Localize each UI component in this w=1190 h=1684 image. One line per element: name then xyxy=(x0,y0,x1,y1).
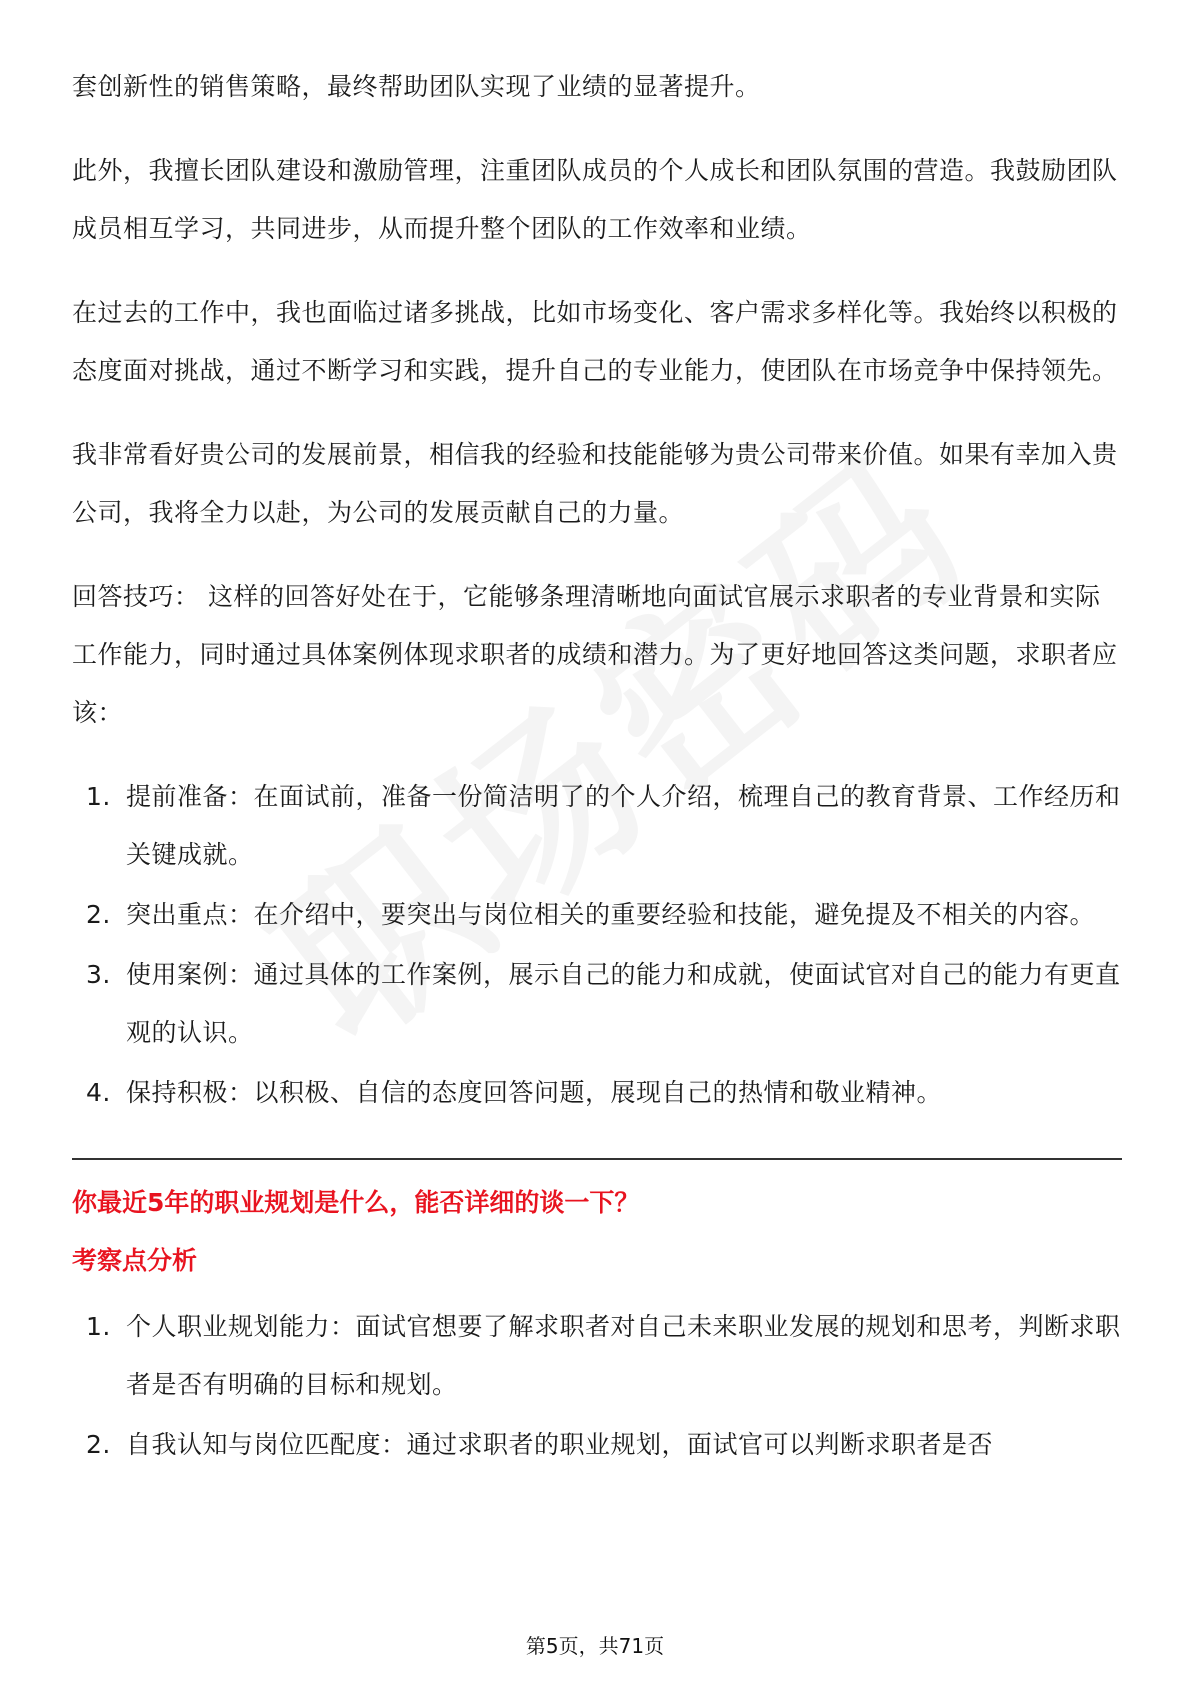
list-number: 2. xyxy=(86,1430,111,1459)
list-text: 突出重点：在介绍中，要突出与岗位相关的重要经验和技能，避免提及不相关的内容。 xyxy=(126,900,1096,929)
analysis-list xyxy=(72,1298,1122,1474)
page-content xyxy=(72,58,1122,1476)
paragraph-4: 我非常看好贵公司的发展前景，相信我的经验和技能能够为贵公司带来价值。如果有幸加入贵公司，我将全力以赴，为公司的发展贡献自己的力量。 xyxy=(72,440,1118,527)
list-text: 提前准备：在面试前，准备一份简洁明了的个人介绍，梳理自己的教育背景、工作经历和关键成就。 xyxy=(126,782,1121,869)
list-text: 保持积极：以积极、自信的态度回答问题，展现自己的热情和敬业精神。 xyxy=(126,1078,943,1107)
list-number: 1. xyxy=(86,782,111,811)
list-item xyxy=(72,1416,1122,1474)
paragraph-3: 在过去的工作中，我也面临过诸多挑战，比如市场变化、客户需求多样化等。我始终以积极的态度面对挑战，通过不断学习和实践，提升自己的专业能力，使团队在市场竞争中保持领先。 xyxy=(72,298,1118,385)
analysis-heading: 考察点分析 xyxy=(72,1246,198,1275)
list-item xyxy=(72,886,1122,944)
list-item xyxy=(72,768,1122,884)
list-item xyxy=(72,1298,1122,1414)
list-text: 使用案例：通过具体的工作案例，展示自己的能力和成就，使面试官对自己的能力有更直观的认识。 xyxy=(126,960,1121,1047)
page-footer: 第5页，共71页 xyxy=(525,1634,665,1658)
list-text: 个人职业规划能力：面试官想要了解求职者对自己未来职业发展的规划和思考，判断求职者是否有明确的目标和规划。 xyxy=(126,1312,1121,1399)
list-number: 4. xyxy=(86,1078,111,1107)
tips-list xyxy=(72,768,1122,1122)
paragraph-2: 此外，我擅长团队建设和激励管理，注重团队成员的个人成长和团队氛围的营造。我鼓励团队成员相互学习，共同进步，从而提升整个团队的工作效率和业绩。 xyxy=(72,156,1118,243)
list-number: 3. xyxy=(86,960,111,989)
question-heading: 你最近5年的职业规划是什么，能否详细的谈一下？ xyxy=(72,1188,640,1217)
list-item xyxy=(72,946,1122,1062)
section-divider xyxy=(72,1158,1122,1160)
list-number: 2. xyxy=(86,900,111,929)
paragraph-1: 套创新性的销售策略，最终帮助团队实现了业绩的显著提升。 xyxy=(72,72,761,101)
answer-tips-paragraph: 回答技巧： 这样的回答好处在于，它能够条理清晰地向面试官展示求职者的专业背景和实际工作能力，同时通过具体案例体现求职者的成绩和潜力。为了更好地回答这类问题，求职者应该： xyxy=(72,582,1118,727)
list-number: 1. xyxy=(86,1312,111,1341)
list-item xyxy=(72,1064,1122,1122)
list-text: 自我认知与岗位匹配度：通过求职者的职业规划，面试官可以判断求职者是否 xyxy=(126,1430,994,1459)
